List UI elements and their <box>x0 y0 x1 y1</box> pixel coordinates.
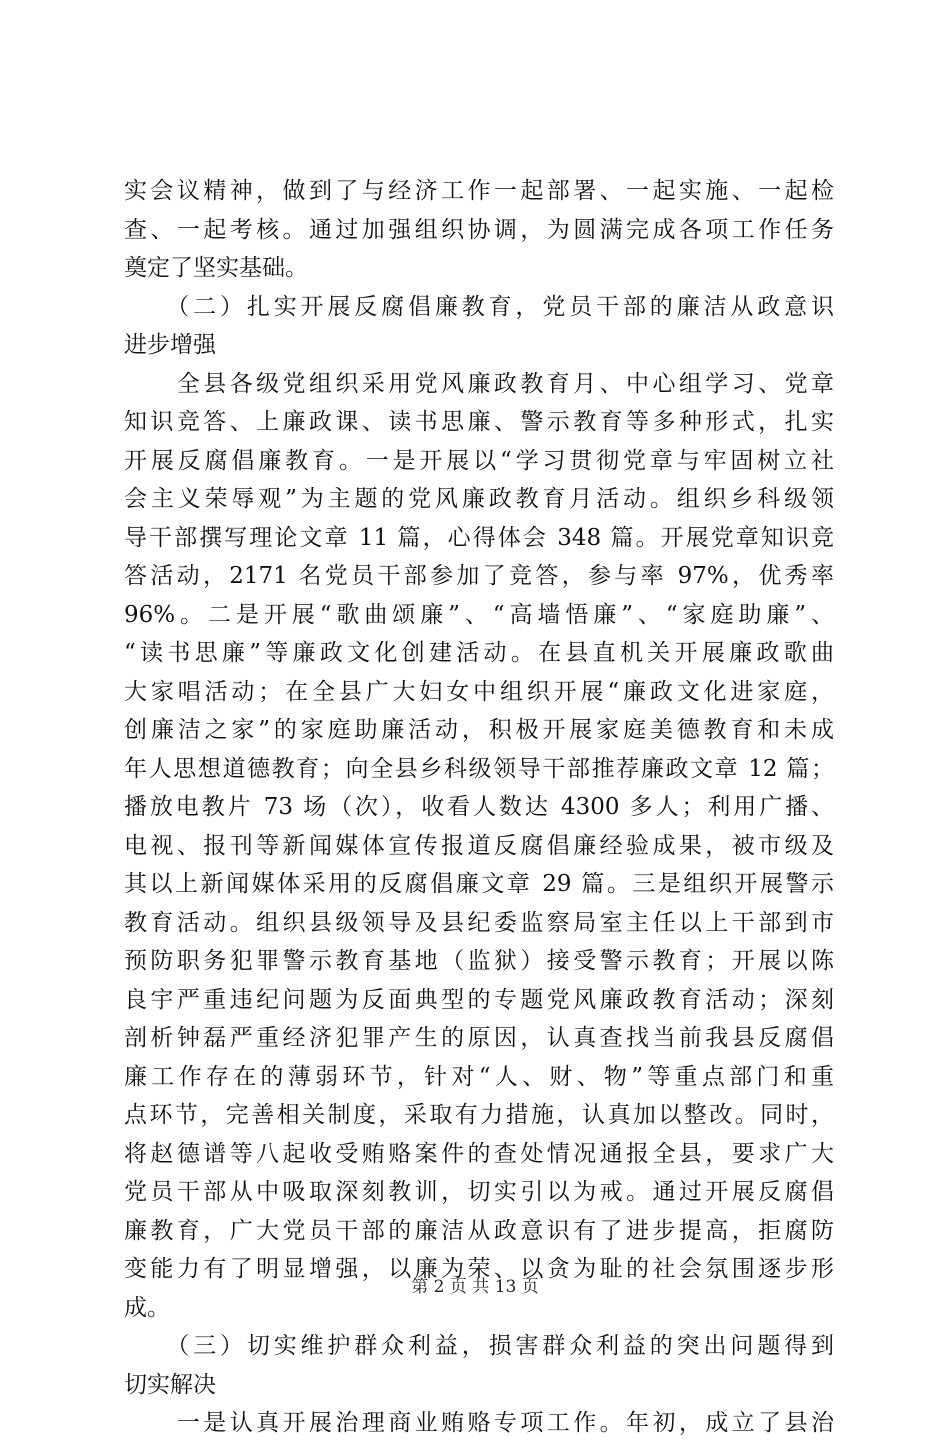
text-line: 年人思想道德教育；向全县乡科级领导干部推荐廉政文章 12 篇； <box>124 755 834 782</box>
text-line: 开展反腐倡廉教育。一是开展以“学习贯彻党章与牢固树立社 <box>124 447 834 474</box>
text-line: 党员干部从中吸取深刻教训，切实引以为戒。通过开展反腐倡 <box>124 1179 834 1205</box>
text-line: 全县各级党组织采用党风廉政教育月、中心组学习、党章 <box>124 370 834 397</box>
text-line: 会主义荣辱观”为主题的党风廉政教育月活动。组织乡科级领 <box>124 486 834 512</box>
text-line: （三）切实维护群众利益，损害群众利益的突出问题得到 <box>124 1333 834 1359</box>
text-line: 其以上新闻媒体采用的反腐倡廉文章 29 篇。三是组织开展警示 <box>124 871 834 897</box>
text-line: 廉教育，广大党员干部的廉洁从政意识有了进步提高，拒腐防 <box>124 1217 834 1244</box>
text-line: 实会议精神，做到了与经济工作一起部署、一起实施、一起检 <box>124 178 834 204</box>
text-line: 变能力有了明显增强，以廉为荣、以贪为耻的社会氛围逐步形 <box>124 1256 834 1282</box>
document-body <box>124 172 834 1443</box>
text-line: 成。 <box>124 1294 170 1321</box>
text-line: 进步增强 <box>124 332 216 358</box>
text-line: “读书思廉”等廉政文化创建活动。在县直机关开展廉政歌曲 <box>124 640 834 666</box>
text-line: 点环节，完善相关制度，采取有力措施，认真加以整改。同时， <box>124 1102 834 1128</box>
text-line: 良宇严重违纪问题为反面典型的专题党风廉政教育活动；深刻 <box>124 986 834 1013</box>
text-line: 将赵德谱等八起收受贿赂案件的查处情况通报全县，要求广大 <box>124 1140 834 1167</box>
text-line: 电视、报刊等新闻媒体宣传报道反腐倡廉经验成果，被市级及 <box>124 832 834 859</box>
text-line: 教育活动。组织县级领导及县纪委监察局室主任以上干部到市 <box>124 909 834 936</box>
text-line: 答活动，2171 名党员干部参加了竞答，参与率 97%，优秀率 <box>124 563 834 589</box>
text-line: 创廉洁之家”的家庭助廉活动，积极开展家庭美德教育和未成 <box>124 717 834 743</box>
text-line: 一是认真开展治理商业贿赂专项工作。年初，成立了县治 <box>124 1410 834 1436</box>
text-line: 切实解决 <box>124 1371 216 1398</box>
text-line: 剖析钟磊严重经济犯罪产生的原因，认真查找当前我县反腐倡 <box>124 1025 834 1051</box>
text-line: 廉工作存在的薄弱环节，针对“人、财、物”等重点部门和重 <box>124 1063 834 1090</box>
text-line: 96%。二是开展“歌曲颂廉”、“高墙悟廉”、“家庭助廉”、 <box>124 601 834 628</box>
text-line: 知识竞答、上廉政课、读书思廉、警示教育等多种形式，扎实 <box>124 409 834 435</box>
text-line: 大家唱活动；在全县广大妇女中组织开展“廉政文化进家庭， <box>124 678 834 705</box>
text-line: 播放电教片 73 场（次），收看人数达 4300 多人；利用广播、 <box>124 794 834 820</box>
page-number-footer: 第 2 页 共 13 页 <box>411 1277 539 1297</box>
text-line: 导干部撰写理论文章 11 篇，心得体会 348 篇。开展党章知识竞 <box>124 524 834 551</box>
text-line: 奠定了坚实基础。 <box>124 255 308 281</box>
text-line: 预防职务犯罪警示教育基地（监狱）接受警示教育；开展以陈 <box>124 948 834 974</box>
text-line: 查、一起考核。通过加强组织协调，为圆满完成各项工作任务 <box>124 216 834 243</box>
text-line: （二）扎实开展反腐倡廉教育，党员干部的廉洁从政意识 <box>124 293 834 320</box>
